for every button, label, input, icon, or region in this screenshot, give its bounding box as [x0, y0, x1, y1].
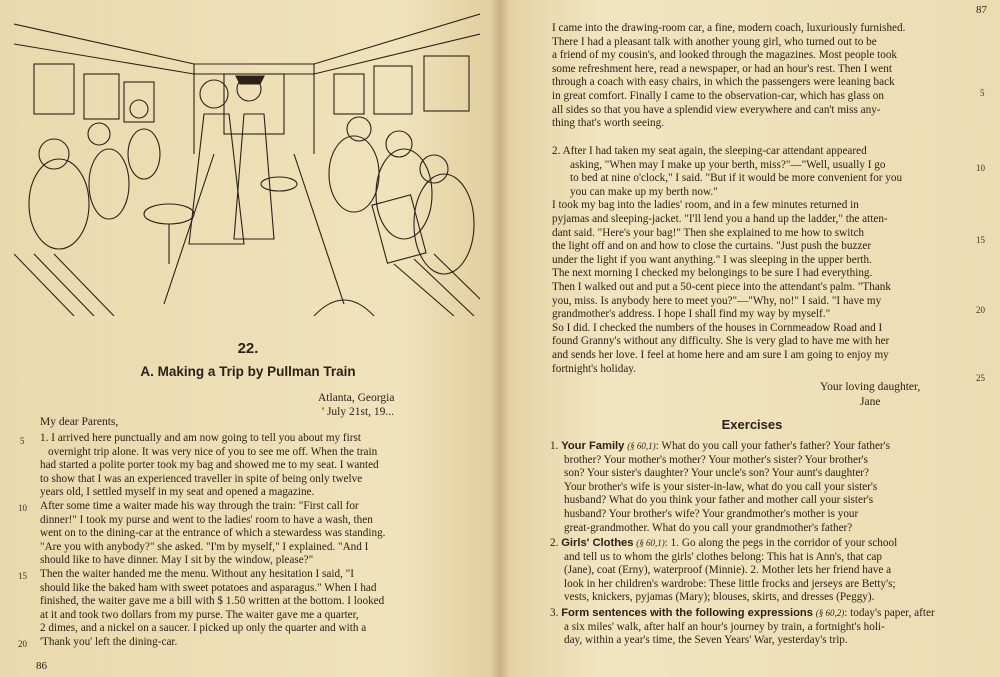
- text-line: So I did. I checked the numbers of the houses in Cornmeadow Road and I: [552, 321, 883, 334]
- text-line: should like the baked ham with sweet potatoes and asparagus." When I had: [40, 581, 377, 594]
- line-number: 25: [976, 373, 985, 383]
- text-line: at it and took two dollars from my purse. The waiter gave me a quarter,: [40, 608, 359, 621]
- exercise-ref: (§ 60,1): [627, 441, 656, 451]
- text-line: finished, the waiter gave me a bill with $ 1.50 written at the bottom. I looked: [40, 595, 385, 608]
- text-line: husband? Your brother's wife? Your grandmother's mother is your: [564, 507, 859, 520]
- right-body-text-a: [552, 22, 992, 131]
- place: Atlanta, Georgia: [318, 392, 395, 404]
- text-line: overnight trip alone. It was very nice of you to see me off. When the train: [48, 445, 378, 458]
- exercise-3: [550, 607, 990, 648]
- text-line: had started a polite porter took my bag and showed me to my seat. I wanted: [40, 459, 379, 472]
- text-line: look in her children's wardrobe: These little frocks and jerseys are Betty's;: [564, 577, 896, 590]
- text-line: (Jane), coat (Erny), waterproof (Minnie). 2. Mother lets her friend have a: [564, 564, 892, 577]
- text-line: asking, "When may I make up your berth, miss?"—"Well, usually I go: [570, 158, 886, 171]
- text-line: Your brother's wife is your sister-in-law, what do you call your sister's: [564, 480, 878, 493]
- signature: Jane: [860, 396, 881, 408]
- text-line: dinner!" I took my purse and went to the ladies' room to have a wash, then: [40, 513, 373, 526]
- text-line: a friend of my cousin's, and looked through the magazines. Most people took: [552, 49, 898, 62]
- text-line: Then I walked out and put a 50-cent piece into the attendant's palm. "Thank: [552, 280, 891, 293]
- text-line: The next morning I checked my belongings to be sure I had everything.: [552, 267, 873, 280]
- line-number: 5: [980, 88, 985, 98]
- date: ' July 21st, 19...: [322, 406, 395, 418]
- text-line: "Are you with anybody?" she asked. "I'm by myself," I explained. "And I: [40, 540, 369, 553]
- exercise-heading: Form sentences with the following expressions: [561, 607, 813, 619]
- text-line: should like to have dinner. May I sit by the window, please?": [40, 554, 314, 567]
- text-line: and sends her love. I feel at home here and am sure I am going to enjoy my: [552, 348, 889, 361]
- page-number-left: 86: [36, 660, 47, 672]
- text-line: : 1. Go along the pegs in the corridor of your school: [664, 537, 898, 549]
- left-body-text: [30, 432, 482, 650]
- text-line: grandmother's address. I hope I shall find my way by myself.": [552, 308, 831, 321]
- text-line: There I had a pleasant talk with another young girl, who turned out to be: [552, 35, 877, 48]
- text-line: in great comfort. Finally I came to the observation-car, which has glass on: [552, 89, 884, 102]
- line-number: 20: [976, 305, 985, 315]
- text-line: pyjamas and sleeping-jacket. "I'll lend you a hand up the ladder," the atten-: [552, 212, 888, 225]
- page-number-right: 87: [976, 4, 987, 16]
- exercise-number: 3.: [550, 607, 559, 619]
- text-line: went on to the dining-car at the entrance of which a stewardess was standing.: [40, 527, 386, 540]
- exercise-ref: (§ 60,1): [636, 538, 665, 548]
- text-line: to show that I was an experienced traveller in spite of being only twelve: [40, 472, 363, 485]
- closing-block: [820, 380, 920, 410]
- text-line: all sides so that you have a splendid view everywhere and can't miss any-: [552, 103, 881, 116]
- text-line: found Granny's without any difficulty. She is very glad to have me with her: [552, 335, 890, 348]
- left-page: [0, 0, 496, 677]
- text-line: : What do you call your father's father? Your father's: [655, 440, 891, 452]
- line-number: 10: [18, 503, 27, 513]
- text-line: the light off and on and how to close the curtains. "Just push the buzzer: [552, 240, 872, 253]
- text-line: 2. After I had taken my seat again, the sleeping-car attendant appeared: [552, 145, 867, 157]
- line-number: 15: [976, 235, 985, 245]
- exercise-number: 1.: [550, 440, 559, 452]
- exercise-heading: Your Family: [561, 440, 625, 452]
- text-line: I took my bag into the ladies' room, and in a few minutes returned in: [552, 199, 859, 212]
- chapter-title: A. Making a Trip by Pullman Train: [140, 364, 356, 379]
- right-body-text-b: [552, 145, 992, 376]
- exercise-heading: Girls' Clothes: [561, 537, 634, 549]
- text-line: thing that's worth seeing.: [552, 117, 665, 130]
- text-line: 'Thank you' left the dining-car.: [40, 635, 178, 648]
- text-line: through a coach with easy chairs, in which the passengers were leaning back: [552, 76, 895, 89]
- train-illustration: [14, 4, 480, 316]
- text-line: After some time a waiter made his way through the train: "First call for: [40, 499, 359, 512]
- text-line: Then the waiter handed me the menu. Without any hesitation I said, "I: [40, 567, 354, 580]
- line-number: 20: [18, 639, 27, 649]
- dateline: [318, 391, 394, 419]
- chapter-number: 22.: [237, 340, 259, 357]
- text-line: some refreshment here, read a newspaper, or had an hour's rest. Then I went: [552, 62, 892, 75]
- text-line: husband? What do you think your father and mother call your sister's: [564, 494, 874, 507]
- right-page: [504, 0, 1000, 677]
- text-line: and tell us to whom the girls' clothes belong: This hat is Ann's, that cap: [564, 550, 882, 563]
- text-line: brother? Your mother's mother? Your mother's sister? Your brother's: [564, 453, 869, 466]
- text-line: years old, I settled myself in my seat and opened a magazine.: [40, 486, 315, 499]
- text-line: 2 dimes, and a nickel on a saucer. I picked up only the quarter and with a: [40, 622, 367, 635]
- exercises-title: Exercises: [721, 417, 783, 432]
- text-line: day, within a year's time, the Seven Years' War, yesterday's trip.: [564, 634, 848, 647]
- salutation: My dear Parents,: [40, 416, 119, 428]
- exercise-ref: (§ 60,2): [815, 608, 845, 618]
- text-line: dant said. "Here's your bag!" Then she explained to me how to switch: [552, 226, 864, 239]
- text-line: to bed at nine o'clock," I said. "But if it would be more convenient for you: [570, 172, 903, 185]
- text-line: son? Your sister's daughter? Your uncle's son? Your aunt's daughter?: [564, 467, 869, 480]
- text-line: 1. I arrived here punctually and am now going to tell you about my first: [40, 432, 361, 444]
- text-line: a six miles' walk, after half an hour's journey by train, a fortnight's holi-: [564, 620, 885, 633]
- exercise-number: 2.: [550, 537, 559, 549]
- text-line: : today's paper, after: [844, 607, 935, 619]
- text-line: fortnight's holiday.: [552, 362, 636, 375]
- text-line: under the light if you want anything." I was sleeping in the upper berth.: [552, 253, 872, 266]
- exercise-1: [550, 440, 990, 535]
- text-line: you, miss. Is anybody here to meet you?"—"Why, no!" I said. "I have my: [552, 294, 882, 307]
- line-number: 10: [976, 163, 985, 173]
- text-line: great-grandmother. What do you call your grandmother's father?: [564, 521, 853, 534]
- text-line: vests, knickers, pyjamas (Mary); blouses, skirts, and dresses (Peggy).: [564, 591, 875, 604]
- closing: Your loving daughter,: [820, 381, 921, 393]
- line-number: 15: [18, 571, 27, 581]
- exercise-2: [550, 537, 990, 605]
- line-number: 5: [20, 436, 25, 446]
- text-line: I came into the drawing-room car, a fine, modern coach, luxuriously furnished.: [552, 22, 906, 34]
- text-line: you can make up my berth now.": [570, 185, 718, 198]
